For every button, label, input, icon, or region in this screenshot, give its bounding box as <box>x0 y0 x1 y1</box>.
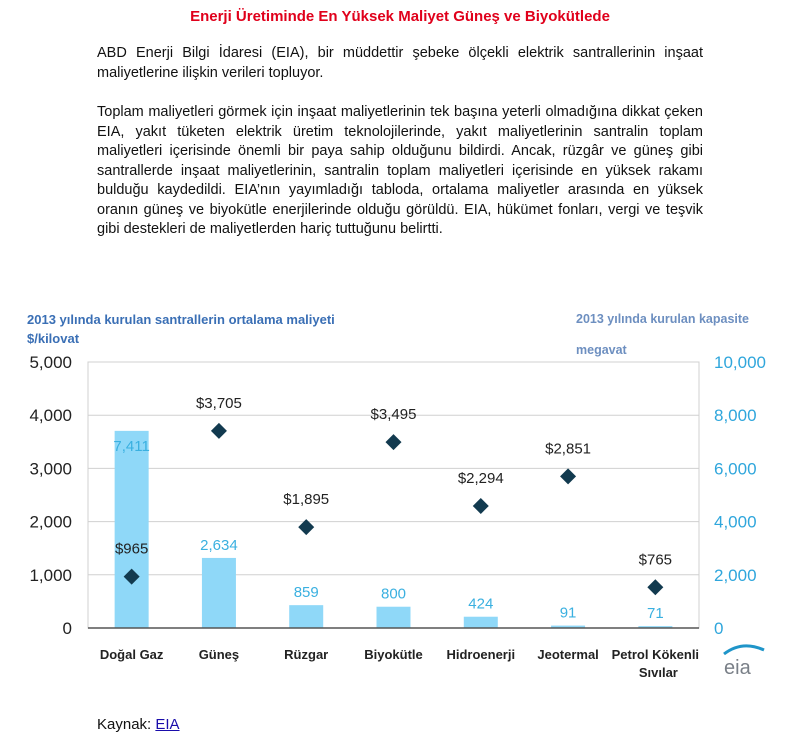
capacity-label: 424 <box>468 595 494 613</box>
left-tick-label: 1,000 <box>29 565 72 585</box>
category-label: Biyokütle <box>364 647 423 662</box>
body-paragraph: Toplam maliyetleri görmek için inşaat maliyetlerinin tek başına yeterli olmadığına dikkat çeken EIA, yakıt tüketen elektrik üretim teknolojilerinde, yakıt maliyetlerinin santralin toplam maliyetleri içerisinde önemli bir paya sahip olduğunu bildirdi. Ancak, rüzgâr ve güneş gibi santrallerde inşaat maliyetlerinin, santralin toplam maliyetleri içerisinde en yüksek rakamı bulduğu kaydedildi. EIA’nın yayımladığı tabloda, ortalama maliyetler arasında en yüksek oranın güneş ve biyokütle enerjilerinde olduğu görüldü. EIA, hükümet fonları, vergi ve teşvik gibi destekleri de maliyetlerden hariç tuttuğunu belirtti. <box>97 104 703 237</box>
cost-label: $965 <box>114 540 149 558</box>
cost-label: $765 <box>638 551 673 569</box>
source-line <box>97 716 180 733</box>
cost-marker <box>386 434 402 450</box>
cost-label: $1,895 <box>283 491 330 509</box>
eia-logo <box>724 646 764 679</box>
cost-label: $3,495 <box>370 406 417 424</box>
left-tick-label: 3,000 <box>29 459 72 479</box>
category-label: Rüzgar <box>284 647 329 662</box>
source-link[interactable]: EIA <box>155 716 180 733</box>
capacity-label: 800 <box>380 585 407 603</box>
capacity-bar <box>377 607 411 628</box>
capacity-bar <box>464 617 498 628</box>
cost-label: $2,851 <box>545 440 592 458</box>
category-label: Jeotermal <box>537 647 599 662</box>
right-tick-label: 0 <box>714 619 724 638</box>
capacity-label: 91 <box>559 604 577 622</box>
cost-marker <box>647 579 663 595</box>
left-tick-label: 5,000 <box>29 353 72 372</box>
capacity-label: 859 <box>293 584 319 602</box>
capacity-label: 2,634 <box>200 536 238 554</box>
right-tick-label: 6,000 <box>714 459 757 479</box>
cost-marker <box>473 498 489 514</box>
left-tick-label: 0 <box>62 619 72 638</box>
left-tick-label: 2,000 <box>29 512 72 532</box>
category-label: Güneş <box>198 647 240 662</box>
right-axis-title: 2013 yılında kurulan kapasite <box>576 312 749 326</box>
intro-paragraph: ABD Enerji Bilgi İdaresi (EIA), bir müddettir şebeke ölçekli elektrik santrallerinin inşaat maliyetlerine ilişkin verileri topluyor. <box>97 45 703 81</box>
capacity-label: 7,411 <box>113 437 150 455</box>
capacity-bar <box>115 431 149 628</box>
left-axis-unit: $/kilovat <box>27 331 80 346</box>
category-label: Petrol Kökenli <box>611 647 700 662</box>
svg-text:eia: eia <box>724 657 751 679</box>
category-label: Doğal Gaz <box>99 647 164 662</box>
right-tick-label: 8,000 <box>714 406 757 426</box>
cost-label: $2,294 <box>457 469 504 487</box>
left-tick-label: 4,000 <box>29 406 72 426</box>
cost-series <box>115 395 672 595</box>
category-label: Hidroenerji <box>446 647 516 662</box>
article-title: Enerji Üretiminde En Yüksek Maliyet Güneş ve Biyokütlede <box>190 8 610 25</box>
right-tick-label: 10,000 <box>714 353 766 372</box>
bar-series <box>113 431 672 628</box>
chart-title: 2013 yılında kurulan santrallerin ortalama maliyeti <box>27 312 335 327</box>
capacity-bar <box>202 558 236 628</box>
capacity-bar <box>289 605 323 628</box>
right-tick-label: 2,000 <box>714 565 757 585</box>
right-tick-label: 4,000 <box>714 512 757 532</box>
capacity-label: 71 <box>647 605 664 623</box>
cost-label: $3,705 <box>195 394 242 412</box>
right-axis-unit: megavat <box>576 343 627 357</box>
cost-marker <box>211 423 227 439</box>
category-label: Sıvılar <box>638 665 678 680</box>
cost-marker <box>560 468 576 484</box>
source-label: Kaynak: <box>97 716 152 733</box>
